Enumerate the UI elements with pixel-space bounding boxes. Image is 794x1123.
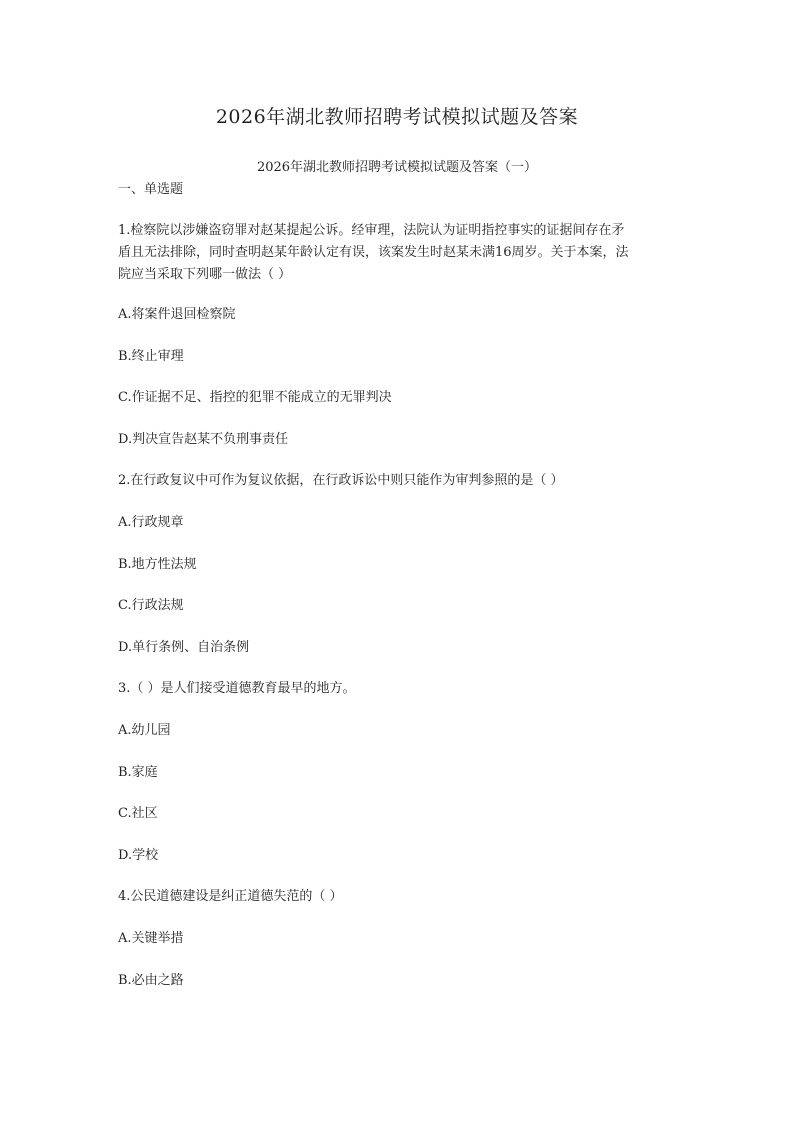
question-3-option-d: D.学校 <box>118 848 159 863</box>
question-2-option-d: D.单行条例、自治条例 <box>118 640 250 655</box>
question-1-option-c: C.作证据不足、指控的犯罪不能成立的无罪判决 <box>118 390 392 405</box>
question-stem-line: 院应当采取下列哪一做法（ ） <box>118 267 292 282</box>
question-3-option-c: C.社区 <box>118 806 158 821</box>
question-3-stem: 3.（ ）是人们接受道德教育最早的地方。 <box>118 681 356 696</box>
question-4-option-a: A.关键举措 <box>118 931 184 946</box>
question-1-option-a: A.将案件退回检察院 <box>118 307 236 322</box>
question-1-option-d: D.判决宣告赵某不负刑事责任 <box>118 432 289 447</box>
question-1-option-b: B.终止审理 <box>118 349 184 364</box>
question-3-option-a: A.幼儿园 <box>118 723 171 738</box>
question-4-stem: 4.公民道德建设是纠正道德失范的（ ） <box>118 889 343 904</box>
section-heading: 一、单选题 <box>118 182 184 197</box>
question-2-option-c: C.行政法规 <box>118 598 184 613</box>
question-stem-line: 盾且无法排除，同时查明赵某年龄认定有误，该案发生时赵某未满16周岁。关于本案，法 <box>118 245 629 260</box>
question-2-option-b: B.地方性法规 <box>118 557 197 572</box>
document-title: 2026年湖北教师招聘考试模拟试题及答案 <box>215 106 579 128</box>
document-subtitle: 2026年湖北教师招聘考试模拟试题及答案（一） <box>256 160 538 175</box>
question-1-stem <box>118 220 678 286</box>
question-2-stem: 2.在行政复议中可作为复议依据，在行政诉讼中则只能作为审判参照的是（ ） <box>118 473 564 488</box>
question-stem-line: 1.检察院以涉嫌盗窃罪对赵某提起公诉。经审理，法院认为证明指控事实的证据间存在矛 <box>118 223 625 238</box>
question-3-option-b: B.家庭 <box>118 765 158 780</box>
question-4-option-b: B.必由之路 <box>118 973 184 988</box>
question-2-option-a: A.行政规章 <box>118 515 184 530</box>
